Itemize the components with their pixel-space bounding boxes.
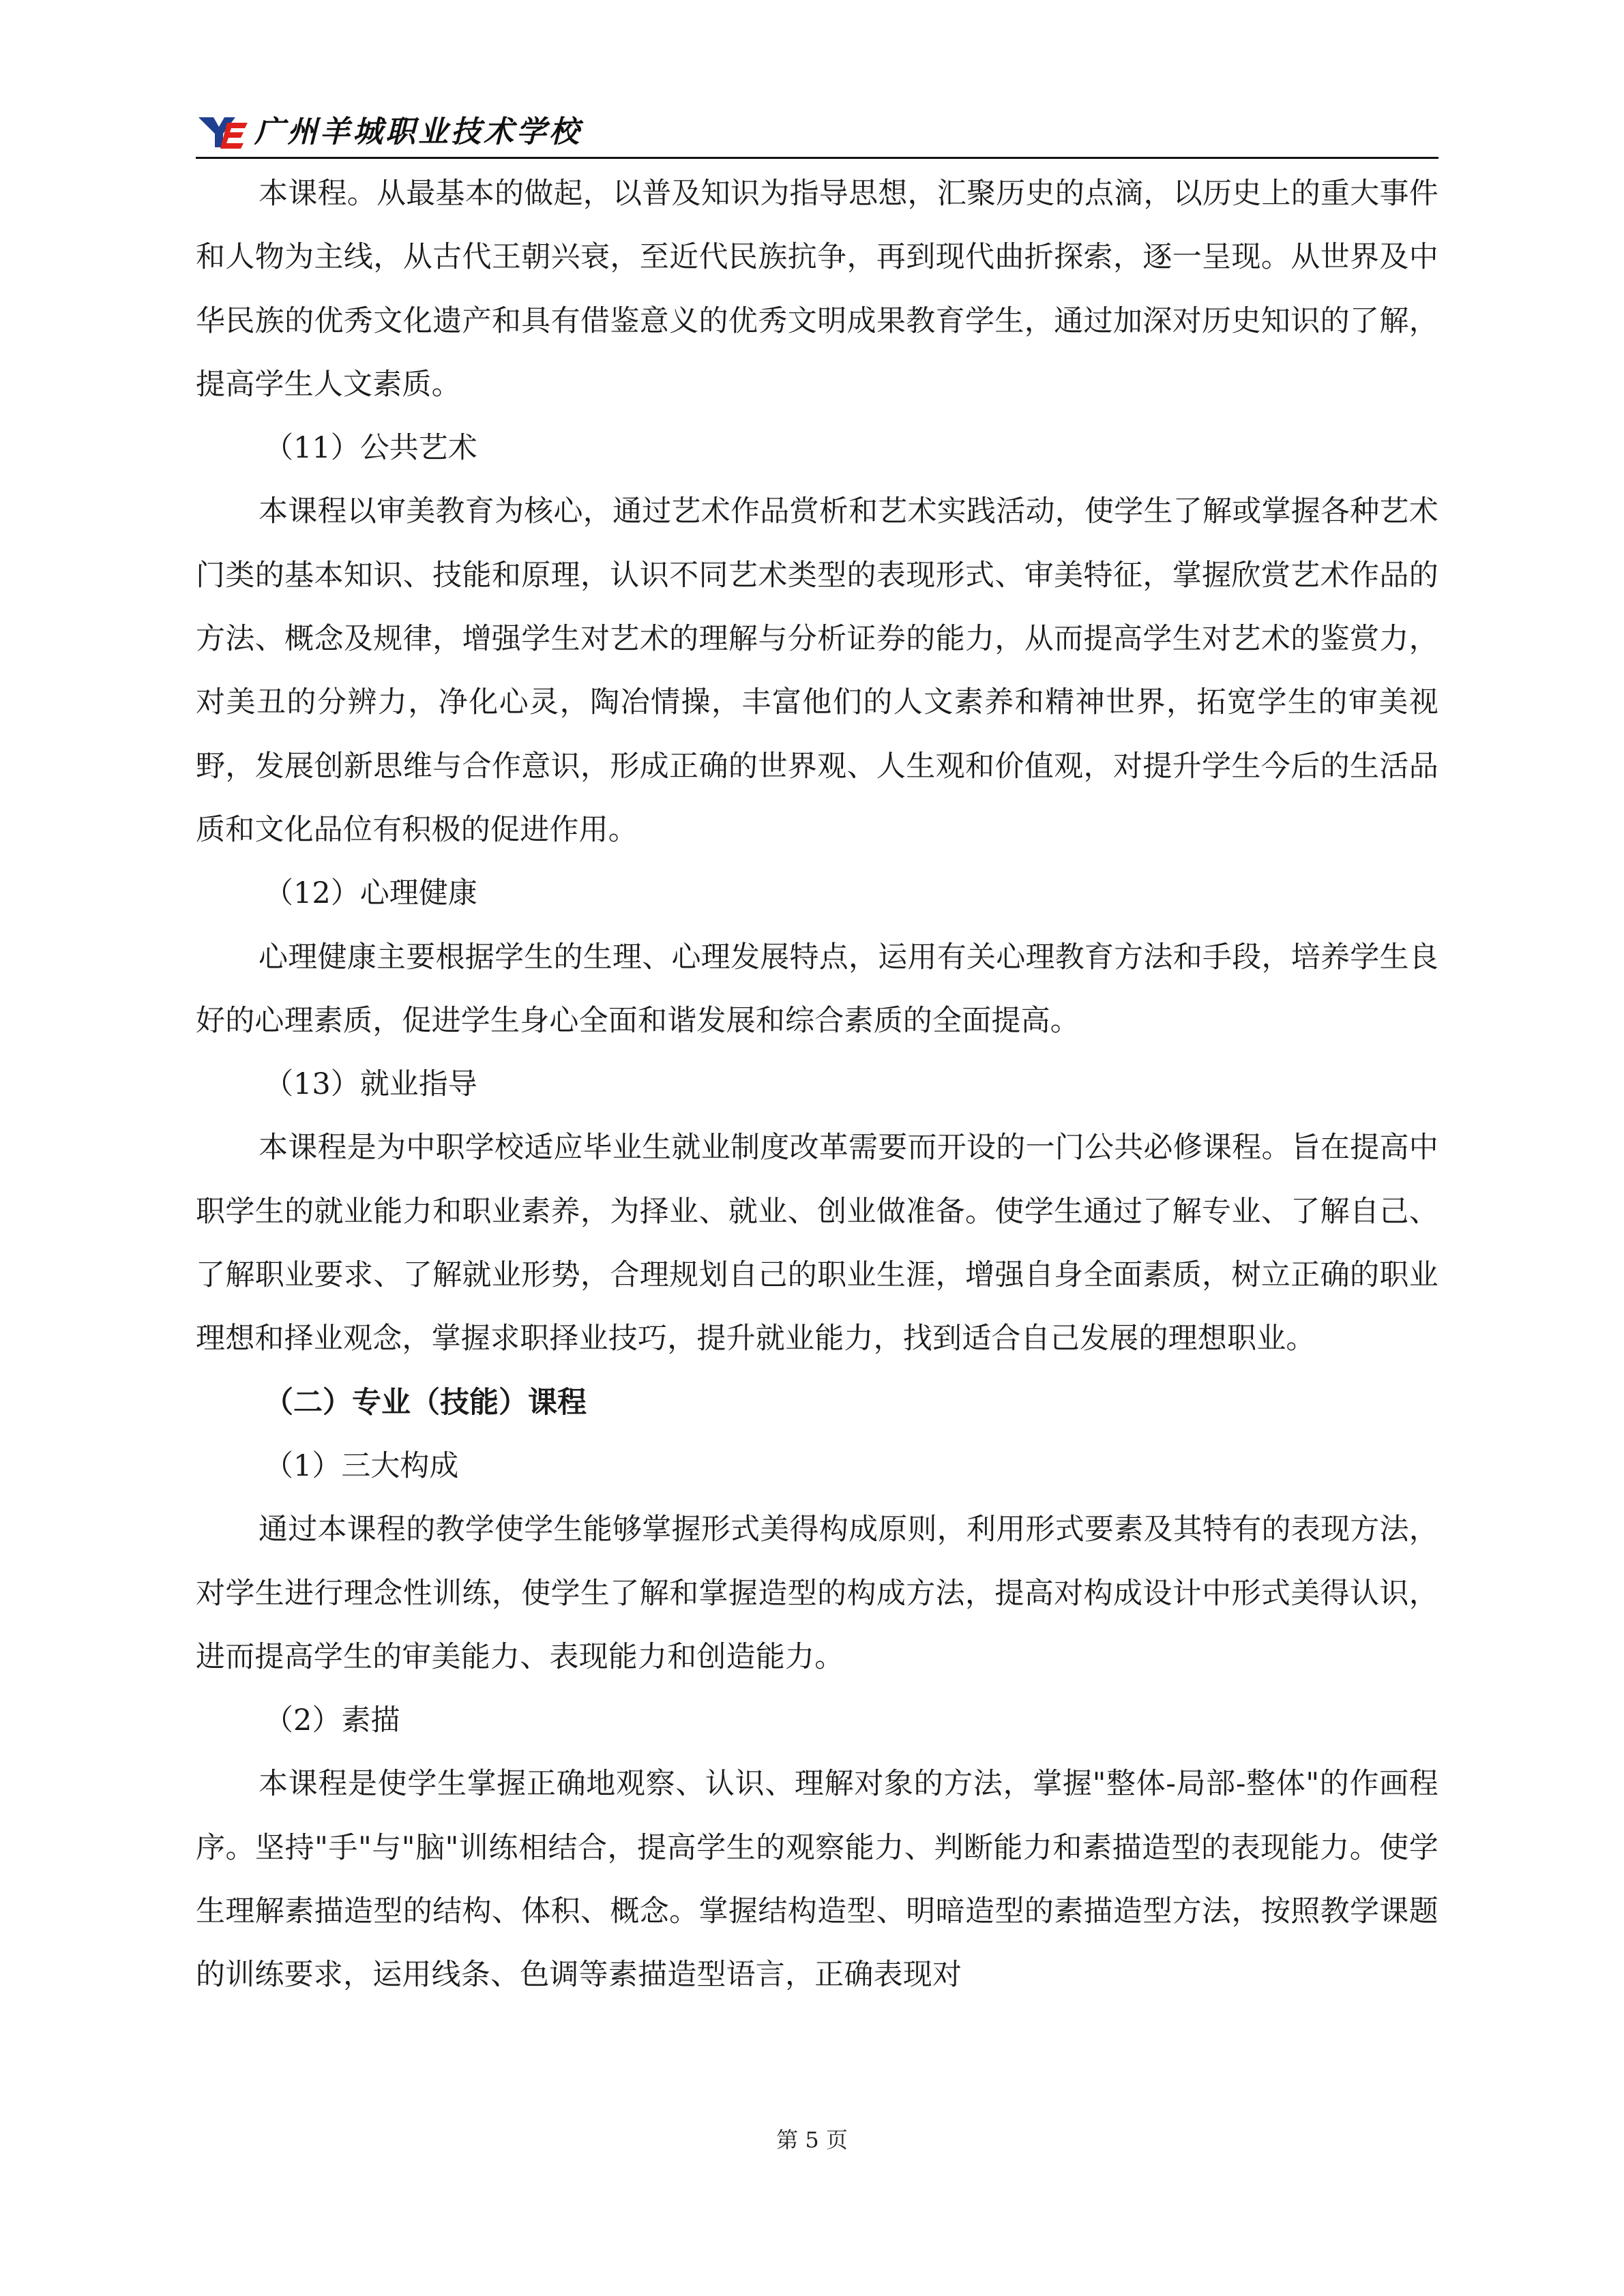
heading-public-art: （11）公共艺术: [264, 431, 477, 466]
yc-logo-icon: [196, 113, 249, 151]
page-number: 第 5 页: [776, 2127, 848, 2153]
paragraph-employment-guidance: 本课程是为中职学校适应毕业生就业制度改革需要而开设的一门公共必修课程。旨在提高中职学生的就业能力和职业素养，为择业、就业、创业做准备。使学生通过了解专业、了解自己、了解职业要求、了解就业形势，合理规划自己的职业生涯，增强自身全面素质，树立正确的职业理想和择业观念，掌握求职择业技巧，提升就业能力，找到适合自己发展的理想职业。: [196, 1131, 1438, 1356]
heading-sketch: （2）素描: [264, 1703, 400, 1738]
page-header: [196, 108, 1438, 159]
school-name: 广州羊城职业技术学校: [254, 115, 582, 149]
paragraph-history-continued: 本课程。从最基本的做起，以普及知识为指导思想，汇聚历史的点滴，以历史上的重大事件和人物为主线，从古代王朝兴衰，至近代民族抗争，再到现代曲折探索，逐一呈现。从世界及中华民族的优秀文化遗产和具有借鉴意义的优秀文明成果教育学生，通过加深对历史知识的了解，提高学生人文素质。: [196, 177, 1438, 402]
paragraph-three-compositions: 通过本课程的教学使学生能够掌握形式美得构成原则，利用形式要素及其特有的表现方法，对学生进行理念性训练，使学生了解和掌握造型的构成方法，提高对构成设计中形式美得认识，进而提高学生的审美能力、表现能力和创造能力。: [196, 1512, 1438, 1674]
heading-three-compositions: （1）三大构成: [264, 1448, 459, 1483]
paragraph-mental-health: 心理健康主要根据学生的生理、心理发展特点，运用有关心理教育方法和手段，培养学生良好的心理素质，促进学生身心全面和谐发展和综合素质的全面提高。: [196, 940, 1438, 1038]
heading-mental-health: （12）心理健康: [264, 876, 477, 911]
paragraph-sketch: 本课程是使学生掌握正确地观察、认识、理解对象的方法，掌握"整体-局部-整体"的作画程序。坚持"手"与"脑"训练相结合，提高学生的观察能力、判断能力和素描造型的表现能力。使学生理解素描造型的结构、体积、概念。掌握结构造型、明暗造型的素描造型方法，按照教学课题的训练要求，运用线条、色调等素描造型语言，正确表现对: [196, 1767, 1438, 1993]
document-body: [196, 162, 1438, 2008]
heading-employment-guidance: （13）就业指导: [264, 1067, 477, 1102]
paragraph-public-art: 本课程以审美教育为核心，通过艺术作品赏析和艺术实践活动，使学生了解或掌握各种艺术门类的基本知识、技能和原理，认识不同艺术类型的表现形式、审美特征，掌握欣赏艺术作品的方法、概念及规律，增强学生对艺术的理解与分析证券的能力，从而提高学生对艺术的鉴赏力，对美丑的分辨力，净化心灵，陶冶情操，丰富他们的人文素养和精神世界，拓宽学生的审美视野，发展创新思维与合作意识，形成正确的世界观、人生观和价值观，对提升学生今后的生活品质和文化品位有积极的促进作用。: [196, 494, 1438, 847]
section-heading-professional-courses: （二）专业（技能）课程: [264, 1385, 587, 1420]
